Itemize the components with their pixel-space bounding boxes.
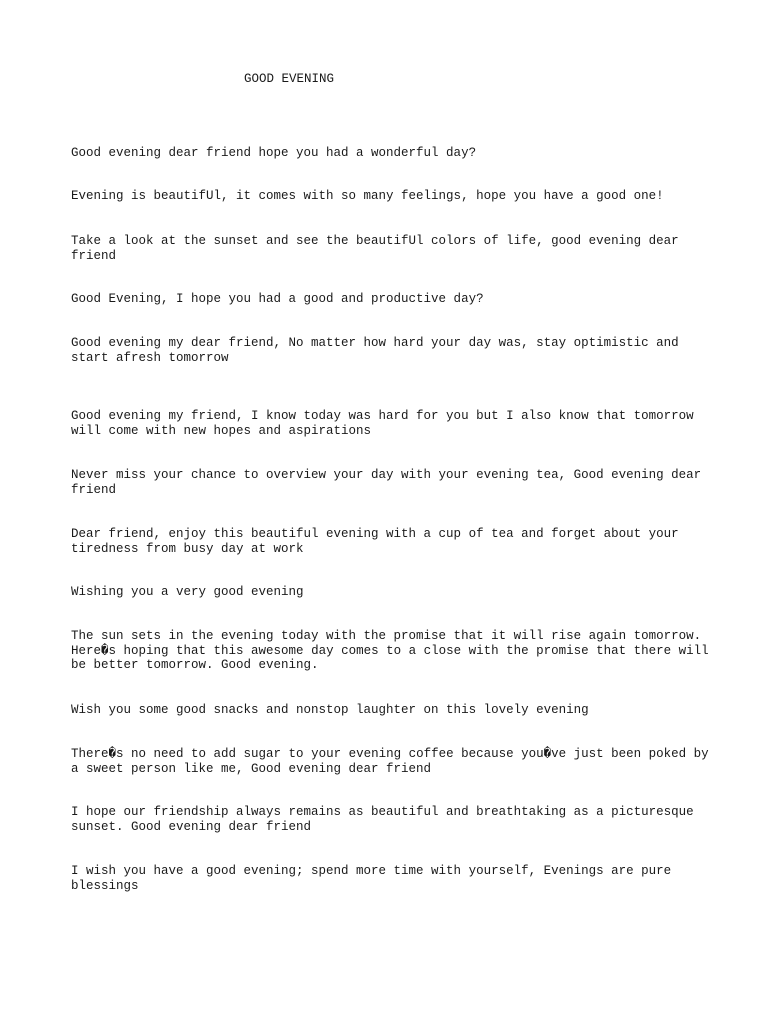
paragraph: Good evening my friend, I know today was hard for you but I also know that tomorrow will come with new hopes and aspirations (71, 409, 694, 438)
paragraph: Good evening my dear friend, No matter how hard your day was, stay optimistic and start afresh tomorrow (71, 336, 679, 365)
paragraph: I wish you have a good evening; spend more time with yourself, Evenings are pure blessings (71, 864, 672, 893)
paragraph: The sun sets in the evening today with the promise that it will rise again tomorrow. Here�s hoping that this awesome day comes to a close with the promise that there will be better tomorrow. Good evening. (71, 629, 709, 673)
paragraph: There�s no need to add sugar to your evening coffee because you�ve just been poked by a sweet person like me, Good evening dear friend (71, 747, 709, 776)
paragraph: Dear friend, enjoy this beautiful evening with a cup of tea and forget about your tiredness from busy day at work (71, 527, 679, 556)
paragraph: Take a look at the sunset and see the beautifUl colors of life, good evening dear friend (71, 234, 679, 263)
paragraph: Good Evening, I hope you had a good and productive day? (71, 292, 484, 306)
paragraph: Wish you some good snacks and nonstop laughter on this lovely evening (71, 703, 589, 717)
page-title: GOOD EVENING (244, 72, 335, 86)
paragraph: Good evening dear friend hope you had a wonderful day? (71, 146, 477, 160)
paragraph: Evening is beautifUl, it comes with so many feelings, hope you have a good one! (71, 189, 664, 203)
paragraph: I hope our friendship always remains as beautiful and breathtaking as a picturesque sunset. Good evening dear friend (71, 805, 694, 834)
paragraph: Never miss your chance to overview your day with your evening tea, Good evening dear friend (71, 468, 702, 497)
paragraph: Wishing you a very good evening (71, 585, 304, 599)
